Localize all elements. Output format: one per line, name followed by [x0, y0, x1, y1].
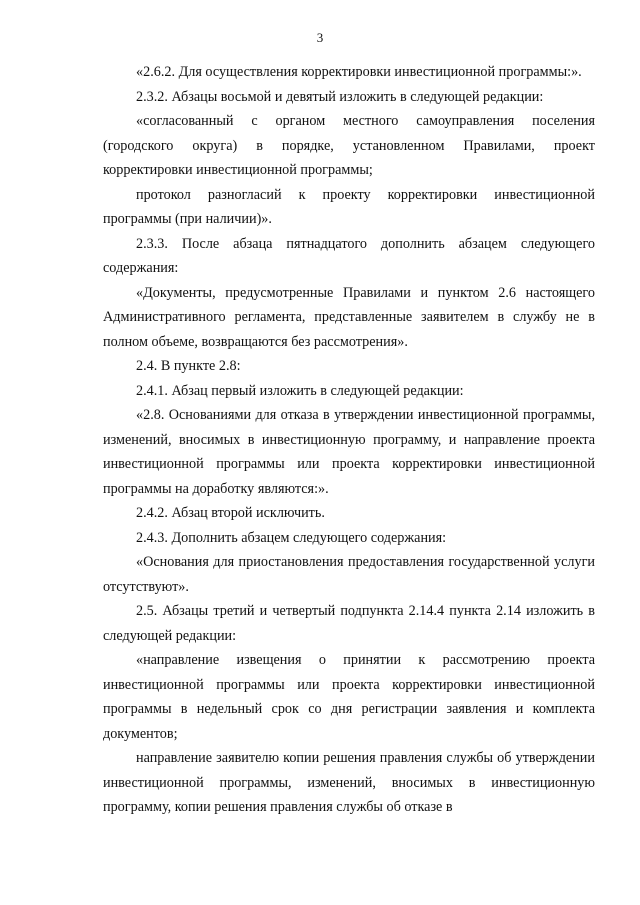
- document-body: [103, 60, 595, 820]
- paragraph: 2.4. В пункте 2.8:: [136, 358, 241, 374]
- paragraph: «направление извещения о принятии к рассмотрению проекта инвестиционной программы или проекта корректировки инвестиционной программы в недельный срок со дня регистрации заявления и комплекта документов;: [103, 652, 595, 742]
- paragraph: протокол разногласий к проекту корректировки инвестиционной программы (при наличии)».: [103, 186, 595, 227]
- paragraph: 2.4.3. Дополнить абзацем следующего содержания:: [136, 529, 447, 546]
- paragraph: 2.5. Абзацы третий и четвертый подпункта 2.14.4 пункта 2.14 изложить в следующей редакции:: [103, 603, 595, 644]
- paragraph: «Документы, предусмотренные Правилами и пунктом 2.6 настоящего Административного регламента, представленные заявителем в службу не в полном объеме, возвращаются без рассмотрения».: [103, 284, 595, 350]
- paragraph: «2.6.2. Для осуществления корректировки инвестиционной программы:».: [136, 64, 582, 80]
- paragraph: 2.3.2. Абзацы восьмой и девятый изложить в следующей редакции:: [136, 88, 544, 105]
- page-number: 3: [316, 30, 324, 45]
- paragraph: 2.4.2. Абзац второй исключить.: [136, 505, 325, 521]
- paragraph: 2.4.1. Абзац первый изложить в следующей редакции:: [136, 382, 464, 399]
- paragraph: 2.3.3. После абзаца пятнадцатого дополнить абзацем следующего содержания:: [103, 235, 595, 276]
- paragraph: «Основания для приостановления предоставления государственной услуги отсутствуют».: [103, 554, 595, 595]
- paragraph: направление заявителю копии решения правления службы об утверждении инвестиционной программы, изменений, вносимых в инвестиционную программу, копии решения правления службы об отказе в: [103, 750, 595, 815]
- paragraph: «согласованный с органом местного самоуправления поселения (городского округа) в порядке, установленном Правилами, проект корректировки инвестиционной программы;: [103, 113, 595, 178]
- paragraph: «2.8. Основаниями для отказа в утверждении инвестиционной программы, изменений, вносимых в инвестиционную программу, и направление проекта инвестиционной программы или проекта корректировки инвестиционной программы на доработку являются:».: [103, 407, 595, 497]
